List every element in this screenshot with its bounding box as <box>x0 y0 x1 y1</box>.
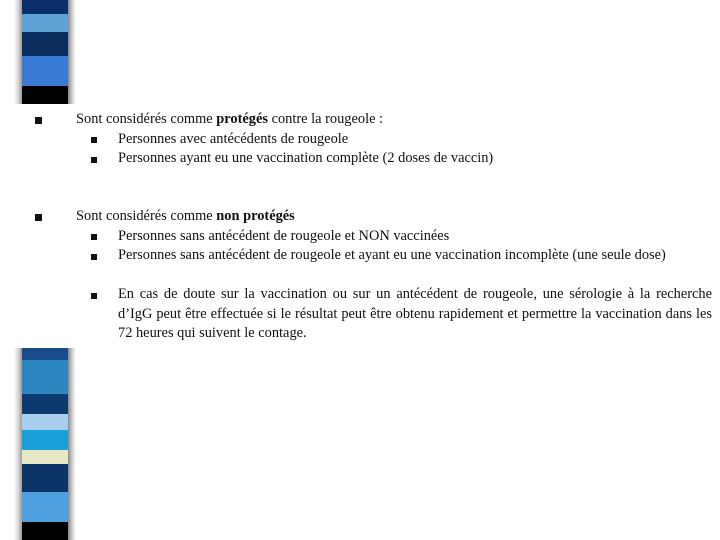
list-item: Personnes sans antécédent de rougeole et ayant eu une vaccination incomplète (une seule dose) <box>118 247 666 263</box>
stripe-7 <box>22 394 68 414</box>
section-heading <box>76 110 383 130</box>
stripe-13 <box>22 522 68 540</box>
stripe-6 <box>22 360 68 394</box>
stripe-9 <box>22 430 68 450</box>
stripe-8 <box>22 414 68 430</box>
sub-bullet-icon <box>91 254 97 260</box>
heading-suffix: contre la rougeole : <box>267 111 384 127</box>
stripe-5 <box>22 348 68 360</box>
stripe-10 <box>22 450 68 464</box>
stripe-2 <box>22 32 68 56</box>
stripe-1 <box>22 14 68 32</box>
sub-bullet-icon <box>91 157 97 163</box>
sub-bullet-icon <box>91 293 97 299</box>
stripe-4 <box>22 86 68 104</box>
main-bullet-icon <box>35 117 42 124</box>
stripe-0 <box>22 0 68 14</box>
list-item: En cas de doute sur la vaccination ou sur un antécédent de rougeole, une sérologie à la recherche d’IgG peut être effectuée si le résultat peut être obtenu rapidement et permettre la vaccination dans les 72 heures qui suivent le contage. <box>118 286 712 341</box>
stripe-12 <box>22 492 68 522</box>
sub-bullet-icon <box>91 137 97 143</box>
main-bullet-icon <box>35 214 42 221</box>
list-item: Personnes ayant eu une vaccination complète (2 doses de vaccin) <box>118 150 494 166</box>
heading-prefix: Sont considérés comme <box>76 111 217 127</box>
heading-prefix: Sont considérés comme <box>76 208 217 224</box>
list-item: Personnes avec antécédents de rougeole <box>118 130 349 147</box>
section-heading <box>76 207 295 227</box>
heading-bold: protégés <box>216 111 268 127</box>
sub-bullet-icon <box>91 234 97 240</box>
list-item: Personnes sans antécédent de rougeole et NON vaccinées <box>118 227 450 244</box>
stripe-11 <box>22 464 68 492</box>
stripe-3 <box>22 56 68 86</box>
heading-bold: non protégés <box>216 208 295 224</box>
